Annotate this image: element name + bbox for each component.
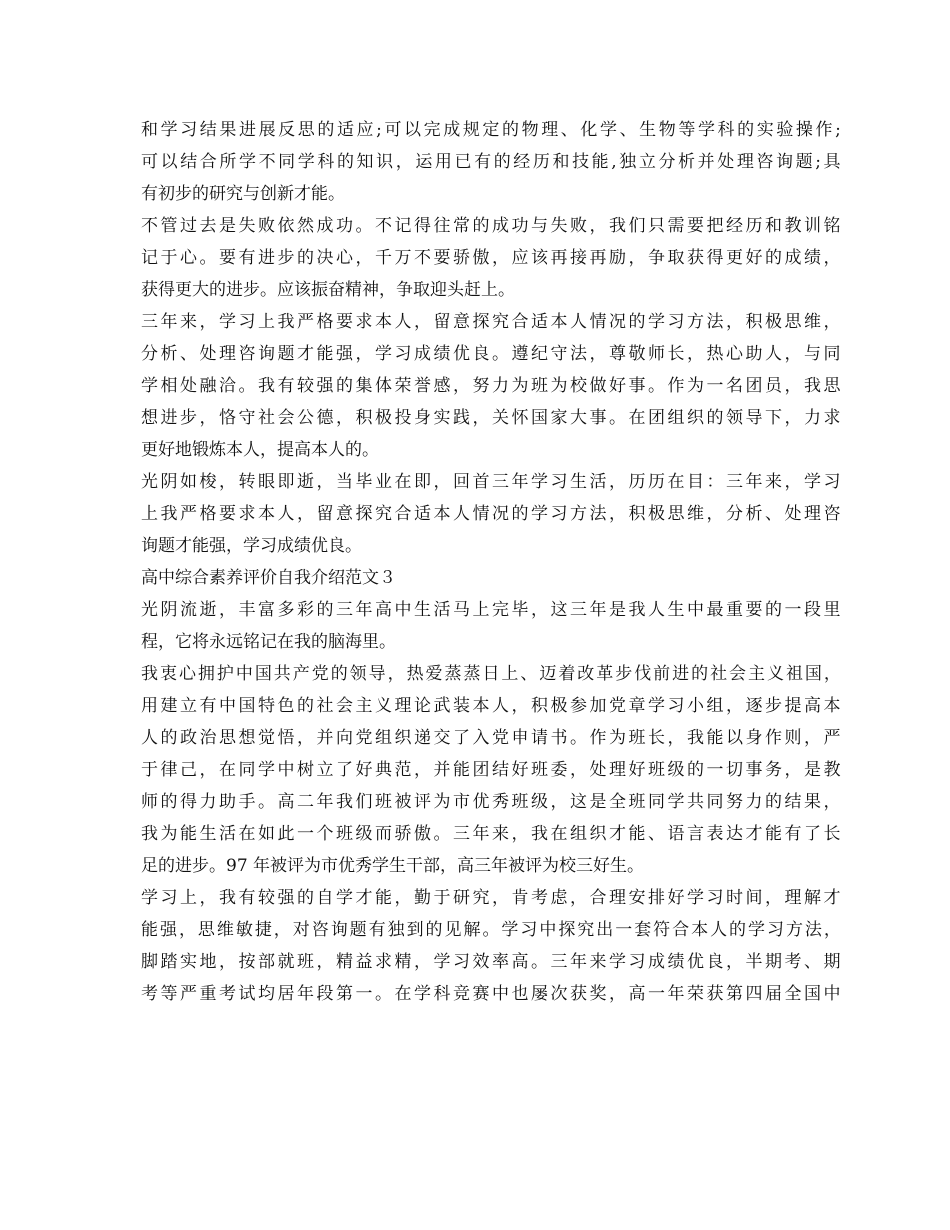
text-line: 记 于 心 。 要 有 进 步 的 决 心 ， 千 万 不 要 骄 傲 ， 应 该 再 接 再 励 ， 争 取 获 得 更 好 的 成 绩 ， [141, 248, 841, 268]
text-line: 光 阴 流 逝 ， 丰 富 多 彩 的 三 年 高 中 生 活 马 上 完 毕 ， 这 三 年 是 我 人 生 中 最 重 要 的 一 段 里 [141, 600, 841, 620]
text-line: 人 的 政 治 思 想 觉 悟 ， 并 向 党 组 织 递 交 了 入 党 申 请 书 。 作 为 班 长 ， 我 能 以 身 作 则 ， 严 [141, 728, 841, 748]
text-line: 三 年 来 ， 学 习 上 我 严 格 要 求 本 人 ， 留 意 探 究 合 适 本 人 情 况 的 学 习 方 法 ， 积 极 思 维 ， [141, 312, 841, 332]
text-line: 获得更大的进步。应该振奋精神，争取迎头赶上。 [141, 280, 515, 300]
text-line: 考 等 严 重 考 试 均 居 年 段 第 一 。 在 学 科 竞 赛 中 也 屡 次 获 奖 ， 高 一 年 荣 获 第 四 届 全 国 中 [141, 984, 841, 1004]
text-line: 高中综合素养评价自我介绍范文３ [141, 568, 396, 588]
text-line: 询题才能强，学习成绩优良。 [141, 536, 362, 556]
text-line: 想 进 步 ， 恪 守 社 会 公 德 ， 积 极 投 身 实 践 ， 关 怀 国 家 大 事 。 在 团 组 织 的 领 导 下 ， 力 求 [141, 408, 841, 428]
document-body [141, 114, 841, 1010]
text-line: 师 的 得 力 助 手 。 高 二 年 我 们 班 被 评 为 市 优 秀 班 级 ， 这 是 全 班 同 学 共 同 努 力 的 结 果 ， [141, 792, 841, 812]
text-line: 用 建 立 有 中 国 特 色 的 社 会 主 义 理 论 武 装 本 人 ， 积 极 参 加 党 章 学 习 小 组 ， 逐 步 提 高 本 [141, 696, 841, 716]
text-line: 光 阴 如 梭 ， 转 眼 即 逝 ， 当 毕 业 在 即 ， 回 首 三 年 学 习 生 活 ， 历 历 在 目 ： 三 年 来 ， 学 习 [141, 472, 841, 492]
text-line: 学 习 上 ， 我 有 较 强 的 自 学 才 能 ， 勤 于 研 究 ， 肯 考 虑 ， 合 理 安 排 好 学 习 时 间 ， 理 解 才 [141, 888, 841, 908]
text-line: 和 学 习 结 果 进 展 反 思 的 适 应 ; 可 以 完 成 规 定 的 物 理 、 化 学 、 生 物 等 学 科 的 实 验 操 作 ; [141, 120, 841, 140]
text-line: 脚 踏 实 地 ， 按 部 就 班 ， 精 益 求 精 ， 学 习 效 率 高 。 三 年 来 学 习 成 绩 优 良 ， 半 期 考 、 期 [141, 952, 841, 972]
text-line: 我 为 能 生 活 在 如 此 一 个 班 级 而 骄 傲 。 三 年 来 ， 我 在 组 织 才 能 、 语 言 表 达 才 能 有 了 长 [141, 824, 841, 844]
text-line: 有初步的研究与创新才能。 [141, 184, 345, 204]
text-line: 可 以 结 合 所 学 不 同 学 科 的 知 识 ， 运 用 已 有 的 经 历 和 技 能 , 独 立 分 析 并 处 理 咨 询 题 ; 具 [141, 152, 841, 172]
text-line: 不 管 过 去 是 失 败 依 然 成 功 。 不 记 得 往 常 的 成 功 与 失 败 ， 我 们 只 需 要 把 经 历 和 教 训 铭 [141, 216, 841, 236]
text-line: 能 强 ， 思 维 敏 捷 ， 对 咨 询 题 有 独 到 的 见 解 。 学 习 中 探 究 出 一 套 符 合 本 人 的 学 习 方 法 ， [141, 920, 841, 940]
text-line: 足的进步。97 年被评为市优秀学生干部，高三年被评为校三好生。 [141, 856, 645, 876]
text-line: 分 析 、 处 理 咨 询 题 才 能 强 ， 学 习 成 绩 优 良 。 遵 纪 守 法 ， 尊 敬 师 长 ， 热 心 助 人 ， 与 同 [141, 344, 841, 364]
text-line: 于 律 己 ， 在 同 学 中 树 立 了 好 典 范 ， 并 能 团 结 好 班 委 ， 处 理 好 班 级 的 一 切 事 务 ， 是 教 [141, 760, 841, 780]
text-line: 学 相 处 融 洽 。 我 有 较 强 的 集 体 荣 誉 感 ， 努 力 为 班 为 校 做 好 事 。 作 为 一 名 团 员 ， 我 思 [141, 376, 841, 396]
text-line: 上 我 严 格 要 求 本 人 ， 留 意 探 究 合 适 本 人 情 况 的 学 习 方 法 ， 积 极 思 维 ， 分 析 、 处 理 咨 [141, 504, 841, 524]
text-line: 更好地锻炼本人，提高本人的。 [141, 440, 379, 460]
text-line: 我 衷 心 拥 护 中 国 共 产 党 的 领 导 ， 热 爱 蒸 蒸 日 上 、 迈 着 改 革 步 伐 前 进 的 社 会 主 义 祖 国 ， [141, 664, 841, 684]
text-line: 程，它将永远铭记在我的脑海里。 [141, 632, 396, 652]
